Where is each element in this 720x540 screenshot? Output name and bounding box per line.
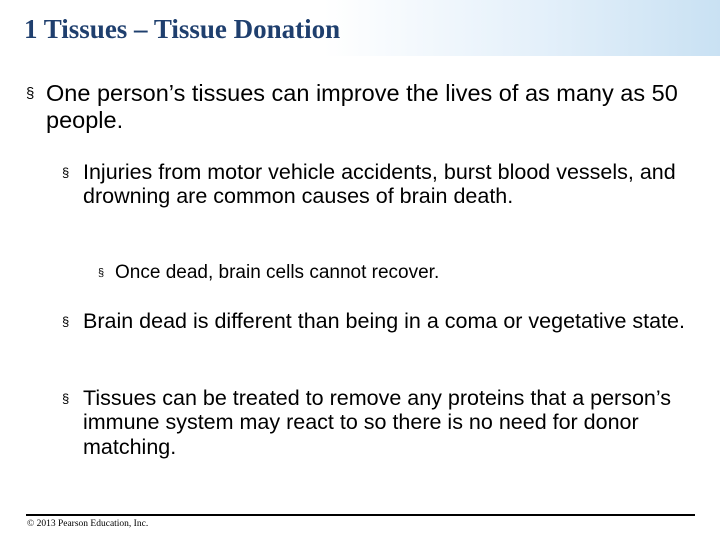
bullet-text: Once dead, brain cells cannot recover. [115,262,440,283]
bullet-text: Tissues can be treated to remove any proteins that a person’s immune system may react to so there is no need for donor matching. [83,386,671,459]
copyright-notice: © 2013 Pearson Education, Inc. [27,519,149,529]
bullet-level2-brain-dead-vs-coma [62,309,702,333]
bullet-level2-brain-death-causes [62,160,702,209]
bullet-level3-brain-cells [98,262,678,283]
bullet-marker: § [98,267,105,279]
bullet-marker: § [62,391,70,406]
bullet-marker: § [62,314,70,329]
bullet-text: Brain dead is different than being in a coma or vegetative state. [83,309,685,333]
bullet-text: Injuries from motor vehicle accidents, burst blood vessels, and drowning are common causes of brain death. [83,160,676,209]
bullet-marker: § [26,85,35,102]
bullet-text: One person’s tissues can improve the lives of as many as 50 people. [46,80,678,133]
footer-divider [26,514,695,516]
slide-title: 1 Tissues – Tissue Donation [24,14,341,44]
bullet-level1-tissue-lives [26,80,686,133]
bullet-marker: § [62,165,70,180]
bullet-level2-tissue-treatment [62,386,702,459]
